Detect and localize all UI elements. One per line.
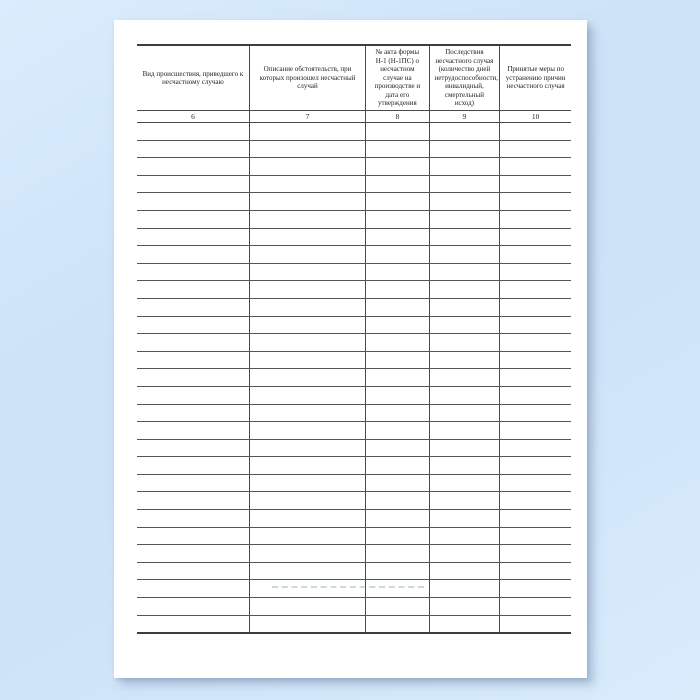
empty-cell [429,615,500,633]
empty-cell [249,193,365,211]
empty-cell [137,457,249,475]
empty-cell [429,562,500,580]
empty-cell [500,545,571,563]
empty-cell [429,580,500,598]
empty-cell [500,351,571,369]
table-header-row [137,45,571,111]
empty-data-row [137,140,571,158]
empty-cell [366,281,429,299]
empty-cell [366,386,429,404]
empty-cell [500,404,571,422]
empty-cell [500,615,571,633]
accident-journal-table [137,44,571,634]
empty-cell [137,246,249,264]
empty-cell [366,228,429,246]
empty-cell [429,369,500,387]
empty-cell [249,316,365,334]
empty-cell [249,158,365,176]
empty-cell [500,386,571,404]
empty-cell [500,281,571,299]
empty-cell [366,351,429,369]
empty-cell [249,598,365,616]
empty-data-row [137,545,571,563]
empty-cell [429,175,500,193]
empty-cell [366,298,429,316]
empty-data-row [137,562,571,580]
column-header-7: Описание обстоятельств, при которых произошел несчастный случай [249,45,365,111]
empty-cell [366,474,429,492]
empty-cell [249,615,365,633]
empty-cell [366,369,429,387]
empty-cell [137,492,249,510]
empty-cell [366,545,429,563]
empty-cell [500,175,571,193]
empty-cell [366,334,429,352]
empty-data-row [137,369,571,387]
empty-data-row [137,175,571,193]
empty-cell [137,210,249,228]
empty-cell [137,316,249,334]
empty-cell [137,545,249,563]
empty-cell [249,140,365,158]
empty-cell [500,598,571,616]
empty-data-row [137,334,571,352]
empty-cell [429,545,500,563]
empty-cell [366,562,429,580]
column-number-7: 7 [249,111,365,123]
empty-cell [366,193,429,211]
empty-cell [429,228,500,246]
empty-cell [500,580,571,598]
empty-cell [249,369,365,387]
empty-cell [366,210,429,228]
empty-cell [429,422,500,440]
empty-cell [366,510,429,528]
empty-cell [500,228,571,246]
empty-cell [137,228,249,246]
empty-cell [429,439,500,457]
empty-cell [366,263,429,281]
empty-cell [137,263,249,281]
empty-cell [429,598,500,616]
empty-cell [429,386,500,404]
empty-cell [429,316,500,334]
empty-cell [500,334,571,352]
empty-cell [137,439,249,457]
empty-data-row [137,193,571,211]
empty-cell [249,334,365,352]
empty-cell [429,210,500,228]
empty-cell [500,158,571,176]
empty-cell [137,158,249,176]
empty-cell [429,193,500,211]
empty-data-row [137,492,571,510]
empty-cell [500,439,571,457]
empty-cell [137,474,249,492]
empty-cell [366,457,429,475]
empty-cell [137,510,249,528]
empty-cell [137,140,249,158]
empty-cell [249,298,365,316]
empty-cell [366,404,429,422]
empty-cell [429,492,500,510]
column-header-8: № акта формы Н-1 (Н-1ПС) о несчастном случае на производстве и дата его утверждения [366,45,429,111]
empty-cell [249,474,365,492]
empty-cell [500,298,571,316]
empty-cell [137,334,249,352]
empty-cell [137,123,249,141]
empty-cell [366,615,429,633]
empty-data-row [137,615,571,633]
empty-cell [249,422,365,440]
column-number-10: 10 [500,111,571,123]
empty-cell [429,298,500,316]
empty-cell [366,158,429,176]
empty-cell [500,492,571,510]
empty-cell [137,298,249,316]
empty-data-row [137,316,571,334]
empty-cell [366,175,429,193]
empty-cell [249,263,365,281]
empty-data-row [137,263,571,281]
empty-data-row [137,158,571,176]
empty-data-row [137,246,571,264]
empty-cell [366,598,429,616]
empty-cell [249,123,365,141]
empty-cell [249,545,365,563]
empty-cell [249,175,365,193]
empty-cell [137,404,249,422]
empty-cell [500,457,571,475]
column-header-9: Последствия несчастного случая (количество дней нетрудоспособности, инвалидный, смертельный исход) [429,45,500,111]
empty-cell [429,263,500,281]
empty-cell [429,281,500,299]
empty-cell [137,422,249,440]
empty-cell [249,228,365,246]
empty-cell [249,351,365,369]
empty-cell [429,457,500,475]
column-number-9: 9 [429,111,500,123]
empty-data-row [137,210,571,228]
empty-data-row [137,510,571,528]
empty-cell [366,527,429,545]
empty-cell [429,158,500,176]
empty-cell [500,140,571,158]
empty-cell [137,281,249,299]
empty-cell [429,527,500,545]
empty-cell [429,123,500,141]
empty-data-row [137,439,571,457]
empty-cell [429,404,500,422]
empty-cell [429,351,500,369]
empty-cell [500,369,571,387]
column-number-6: 6 [137,111,249,123]
empty-cell [500,123,571,141]
empty-cell [137,386,249,404]
empty-cell [366,492,429,510]
empty-cell [500,527,571,545]
empty-data-row [137,123,571,141]
empty-data-row [137,351,571,369]
empty-cell [366,580,429,598]
empty-data-row [137,386,571,404]
empty-cell [137,527,249,545]
column-header-10: Принятые меры по устранению причин несчастного случая [500,45,571,111]
empty-cell [137,193,249,211]
empty-data-row [137,457,571,475]
empty-cell [366,316,429,334]
empty-cell [500,510,571,528]
empty-cell [500,210,571,228]
empty-cell [249,562,365,580]
empty-cell [249,492,365,510]
empty-data-row [137,404,571,422]
empty-cell [249,281,365,299]
column-number-8: 8 [366,111,429,123]
empty-cell [429,334,500,352]
empty-cell [500,316,571,334]
empty-cell [366,439,429,457]
empty-data-row [137,527,571,545]
empty-cell [500,474,571,492]
empty-cell [249,510,365,528]
empty-cell [429,474,500,492]
empty-cell [249,439,365,457]
empty-cell [249,457,365,475]
empty-cell [137,562,249,580]
empty-data-row [137,580,571,598]
empty-cell [137,598,249,616]
empty-cell [429,510,500,528]
empty-data-row [137,474,571,492]
empty-cell [500,246,571,264]
empty-cell [137,351,249,369]
empty-cell [249,580,365,598]
column-number-row [137,111,571,123]
empty-data-row [137,598,571,616]
empty-cell [249,210,365,228]
empty-cell [500,562,571,580]
empty-cell [249,386,365,404]
empty-cell [366,422,429,440]
empty-data-row [137,281,571,299]
empty-cell [366,123,429,141]
document-sheet [114,20,587,678]
empty-cell [366,140,429,158]
empty-cell [137,369,249,387]
empty-cell [429,140,500,158]
column-header-6: Вид происшествия, приведшего к несчастному случаю [137,45,249,111]
empty-cell [137,615,249,633]
empty-cell [366,246,429,264]
empty-cell [137,175,249,193]
empty-data-row [137,422,571,440]
empty-cell [500,422,571,440]
empty-cell [249,404,365,422]
empty-cell [249,527,365,545]
empty-cell [137,580,249,598]
empty-data-row [137,298,571,316]
empty-cell [429,246,500,264]
empty-cell [500,193,571,211]
empty-data-row [137,228,571,246]
empty-cell [249,246,365,264]
empty-cell [500,263,571,281]
